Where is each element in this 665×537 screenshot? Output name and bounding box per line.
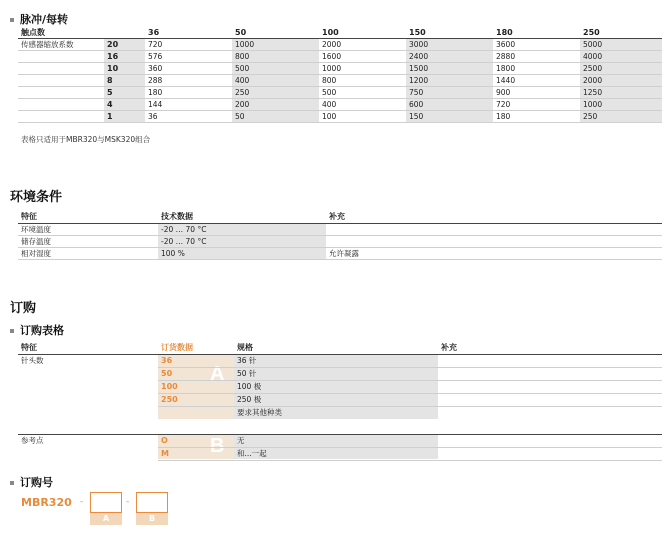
value-cell: -20 … 70 °C	[161, 237, 207, 246]
value-cell: 1000	[580, 99, 662, 111]
value-cell: 180	[145, 87, 232, 99]
order-slot-a-label: A	[90, 513, 122, 525]
value-cell: 2000	[319, 39, 406, 51]
table-row	[18, 75, 662, 87]
code-cell: 250	[161, 395, 178, 404]
value-cell: 5000	[580, 39, 662, 51]
spec-cell: 50 针	[237, 369, 257, 378]
header-cell: 补充	[441, 343, 457, 352]
value-cell: 250	[580, 111, 662, 123]
value-cell: 800	[232, 51, 319, 63]
feature-cell: 参考点	[21, 436, 44, 445]
value-cell: 1600	[319, 51, 406, 63]
order-number-title	[10, 474, 53, 490]
order-table-header	[18, 342, 662, 355]
code-cell: 50	[161, 369, 173, 378]
row-label-empty	[18, 99, 104, 111]
header-cell: 规格	[237, 343, 253, 352]
table-row	[18, 236, 662, 248]
factor-cell: 20	[104, 39, 145, 51]
spec-cell: 250 极	[237, 395, 262, 404]
value-cell: 400	[319, 99, 406, 111]
value-cell: 1800	[493, 63, 580, 75]
order-number-title-text: 订购号	[20, 476, 53, 489]
table-row	[158, 448, 662, 461]
section-pulse-title-text: 脉冲/每转	[20, 13, 69, 26]
header-cell: 触点数	[18, 27, 104, 39]
table-note: 表格只适用于MBR320与MSK320组合	[21, 135, 151, 144]
spec-cell: 100 极	[237, 382, 262, 391]
spec-cell: 和...一起	[237, 449, 267, 458]
table-row	[18, 248, 662, 260]
header-cell: 50	[232, 27, 319, 39]
value-cell: 500	[319, 87, 406, 99]
order-table	[18, 342, 662, 460]
value-cell: 250	[232, 87, 319, 99]
bullet-icon	[10, 18, 14, 22]
value-cell: 2000	[580, 75, 662, 87]
value-cell: 900	[493, 87, 580, 99]
value-cell: 288	[145, 75, 232, 87]
table-row	[18, 87, 662, 99]
value-cell: 144	[145, 99, 232, 111]
value-cell: 50	[232, 111, 319, 123]
value-cell: 800	[319, 75, 406, 87]
table-row	[18, 99, 662, 111]
value-cell: 1000	[232, 39, 319, 51]
value-cell: 3000	[406, 39, 493, 51]
header-cell: 100	[319, 27, 406, 39]
value-cell: 100	[319, 111, 406, 123]
table-row	[18, 63, 662, 75]
row-label-empty	[18, 75, 104, 87]
value-cell: 600	[406, 99, 493, 111]
value-cell: 100 %	[161, 249, 185, 258]
value-cell: 4000	[580, 51, 662, 63]
header-cell: 特征	[21, 343, 37, 352]
header-cell: 补充	[329, 212, 345, 221]
pulse-table	[18, 27, 662, 123]
value-cell: 1440	[493, 75, 580, 87]
order-slot-b-input[interactable]	[136, 492, 168, 513]
header-cell: 250	[580, 27, 662, 39]
environment-header	[18, 211, 662, 224]
factor-cell: 8	[104, 75, 145, 87]
value-cell: 576	[145, 51, 232, 63]
bullet-icon	[10, 481, 14, 485]
factor-cell: 1	[104, 111, 145, 123]
order-slot-a-input[interactable]	[90, 492, 122, 513]
value-cell: 2400	[406, 51, 493, 63]
order-table-title-text: 订购表格	[20, 324, 64, 337]
factor-cell: 5	[104, 87, 145, 99]
value-cell: 150	[406, 111, 493, 123]
table-row	[158, 368, 662, 381]
section-environment-title: 环境条件	[10, 190, 63, 205]
table-row	[158, 394, 662, 407]
header-cell: 特征	[21, 212, 37, 221]
order-separator: -	[126, 497, 130, 507]
order-model: MBR320	[21, 496, 72, 509]
section-pulse-title	[10, 11, 68, 27]
table-row	[18, 51, 662, 63]
code-cell: M	[161, 449, 169, 458]
table-row	[158, 435, 662, 448]
row-label-empty	[18, 111, 104, 123]
table-row	[18, 39, 662, 51]
header-cell	[104, 27, 145, 39]
group-a-letter: A	[210, 363, 225, 385]
section-order-title: 订购	[10, 301, 37, 316]
spec-cell: 36 针	[237, 356, 257, 365]
code-cell: 36	[161, 356, 173, 365]
feature-cell: 储存温度	[21, 237, 51, 246]
value-cell: 720	[493, 99, 580, 111]
value-cell: 2500	[580, 63, 662, 75]
feature-cell: 针头数	[21, 356, 44, 365]
note-cell: 允许凝露	[329, 249, 359, 258]
value-cell: -20 … 70 °C	[161, 225, 207, 234]
factor-cell: 4	[104, 99, 145, 111]
order-table-title	[10, 322, 64, 338]
header-cell: 技术数据	[161, 212, 193, 221]
feature-cell: 相对湿度	[21, 249, 51, 258]
value-cell: 750	[406, 87, 493, 99]
header-cell: 150	[406, 27, 493, 39]
value-cell: 1250	[580, 87, 662, 99]
pulse-table-header	[18, 27, 662, 39]
spec-cell: 要求其他种类	[237, 408, 282, 417]
order-group-a	[18, 355, 662, 420]
value-cell: 500	[232, 63, 319, 75]
row-label: 传感器缩放系数	[18, 39, 104, 51]
code-cell: 100	[161, 382, 178, 391]
value-cell: 2880	[493, 51, 580, 63]
value-cell: 180	[493, 111, 580, 123]
value-cell: 720	[145, 39, 232, 51]
row-label-empty	[18, 51, 104, 63]
header-cell: 180	[493, 27, 580, 39]
value-cell: 36	[145, 111, 232, 123]
group-b-letter: B	[210, 435, 225, 457]
value-cell: 200	[232, 99, 319, 111]
row-label-empty	[18, 87, 104, 99]
table-row	[158, 355, 662, 368]
row-label-empty	[18, 63, 104, 75]
bullet-icon	[10, 329, 14, 333]
table-row	[18, 111, 662, 123]
value-cell: 1500	[406, 63, 493, 75]
value-cell: 1000	[319, 63, 406, 75]
code-cell: O	[161, 436, 168, 445]
factor-cell: 10	[104, 63, 145, 75]
order-slot-b-label: B	[136, 513, 168, 525]
order-group-b	[18, 435, 662, 460]
header-cell-order-data: 订货数据	[161, 343, 193, 352]
value-cell: 360	[145, 63, 232, 75]
header-cell: 36	[145, 27, 232, 39]
order-separator: -	[80, 497, 84, 507]
spec-cell: 无	[237, 436, 245, 445]
table-row	[18, 224, 662, 236]
environment-table	[18, 211, 662, 260]
factor-cell: 16	[104, 51, 145, 63]
value-cell: 400	[232, 75, 319, 87]
value-cell: 3600	[493, 39, 580, 51]
table-row	[158, 381, 662, 394]
feature-cell: 环境温度	[21, 225, 51, 234]
value-cell: 1200	[406, 75, 493, 87]
